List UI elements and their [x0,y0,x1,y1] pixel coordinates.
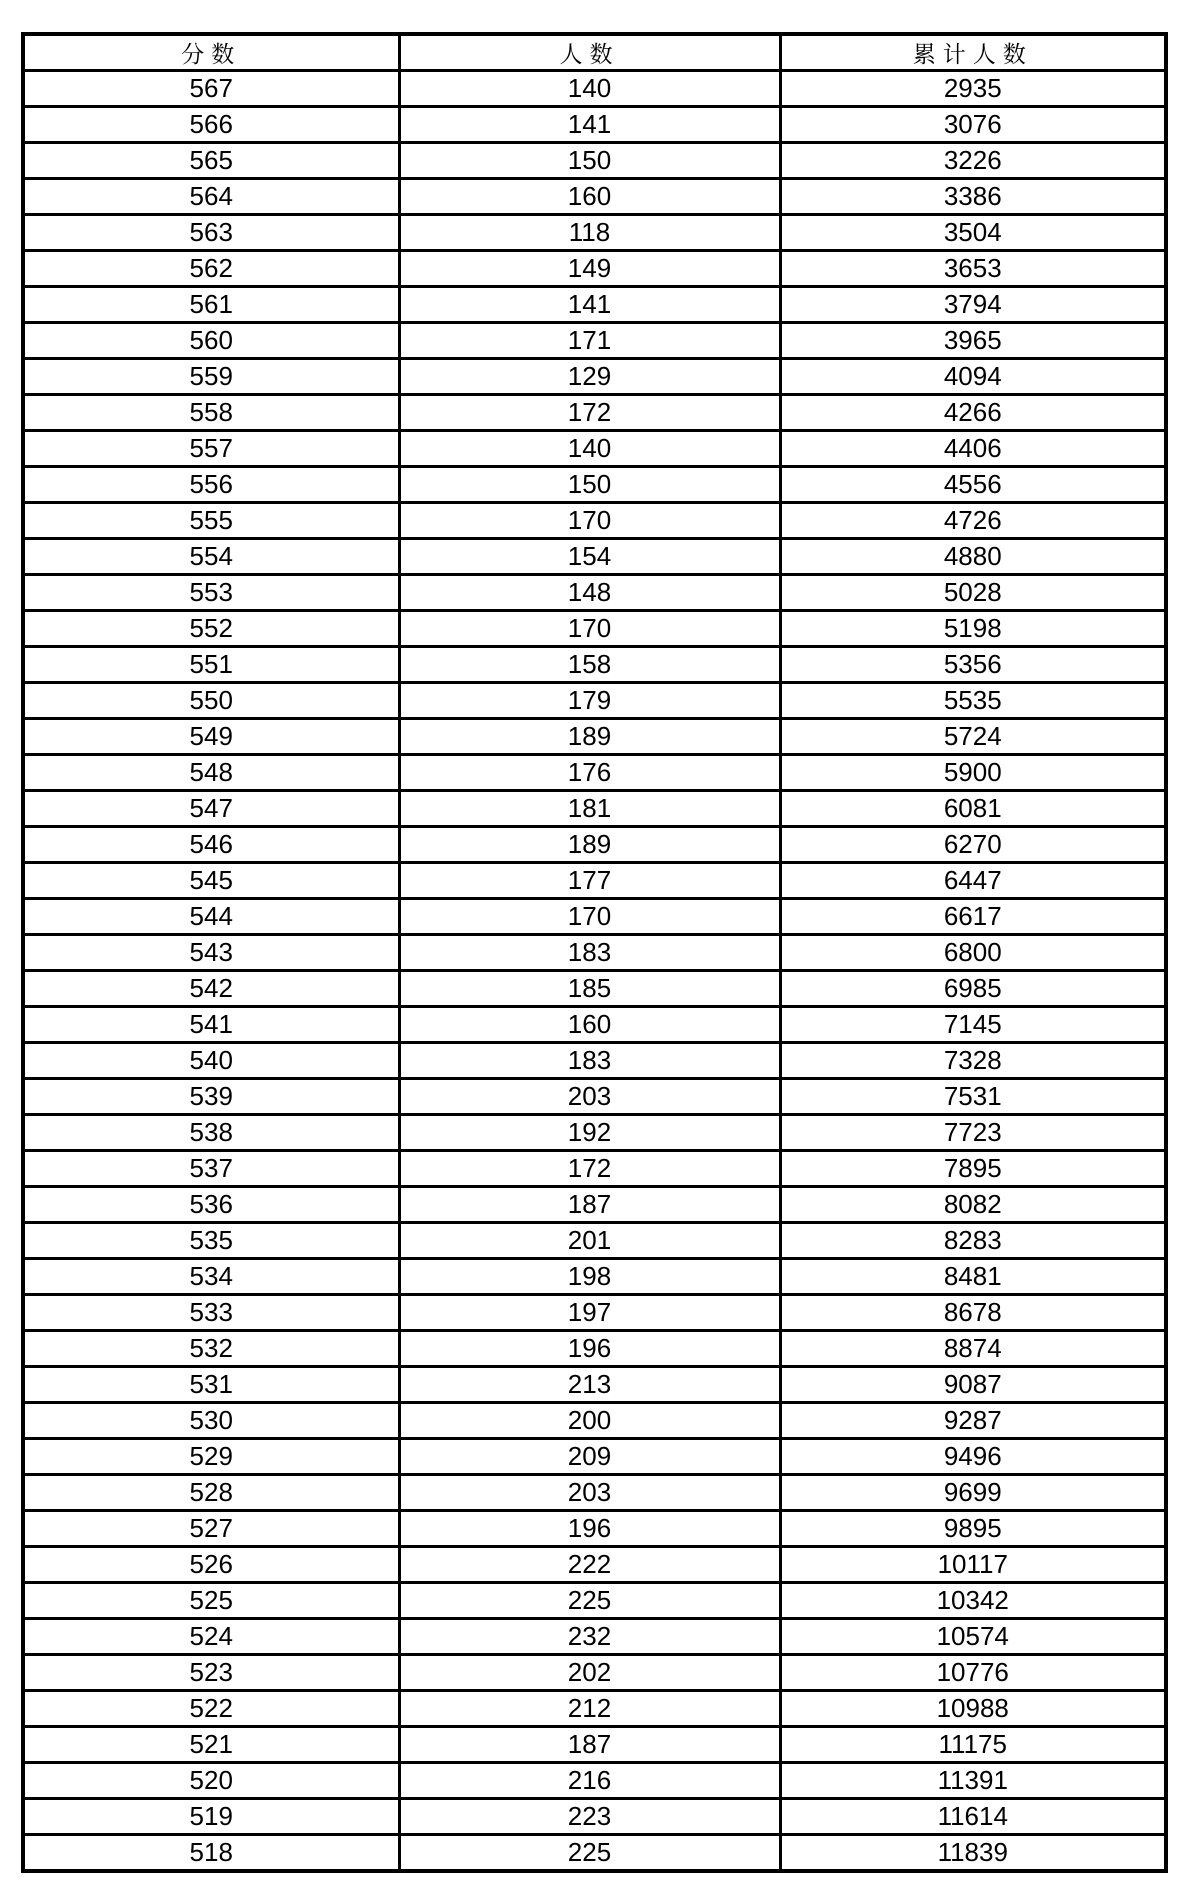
score-cell: 537 [23,1151,399,1187]
cumulative-count-cell: 5724 [780,719,1166,755]
cumulative-count-cell: 6270 [780,827,1166,863]
score-cell: 547 [23,791,399,827]
score-cell: 561 [23,287,399,323]
cumulative-count-cell: 9699 [780,1475,1166,1511]
table-row [23,575,1166,611]
count-cell: 203 [399,1079,780,1115]
count-cell: 183 [399,935,780,971]
count-cell: 170 [399,899,780,935]
count-cell: 150 [399,143,780,179]
cumulative-count-cell: 5356 [780,647,1166,683]
score-cell: 535 [23,1223,399,1259]
cumulative-count-cell: 3076 [780,107,1166,143]
cumulative-count-cell: 6617 [780,899,1166,935]
cumulative-count-cell: 11614 [780,1799,1166,1835]
score-cell: 541 [23,1007,399,1043]
cumulative-count-cell: 8082 [780,1187,1166,1223]
cumulative-count-cell: 7145 [780,1007,1166,1043]
table-row [23,1079,1166,1115]
count-cell: 129 [399,359,780,395]
score-cell: 533 [23,1295,399,1331]
table-row [23,791,1166,827]
cumulative-count-cell: 10117 [780,1547,1166,1583]
count-cell: 198 [399,1259,780,1295]
table-row [23,1511,1166,1547]
score-cell: 530 [23,1403,399,1439]
table-row [23,539,1166,575]
table-row [23,431,1166,467]
count-cell: 181 [399,791,780,827]
table-row [23,1763,1166,1799]
table-row [23,71,1166,107]
table-row [23,1475,1166,1511]
count-cell: 183 [399,1043,780,1079]
table-row [23,863,1166,899]
table-row [23,143,1166,179]
cumulative-count-cell: 9087 [780,1367,1166,1403]
table-row [23,1295,1166,1331]
table-row [23,1799,1166,1835]
cumulative-count-cell: 10776 [780,1655,1166,1691]
cumulative-count-cell: 4726 [780,503,1166,539]
cumulative-count-cell: 6800 [780,935,1166,971]
count-cell: 185 [399,971,780,1007]
table-row [23,251,1166,287]
cumulative-count-cell: 11839 [780,1835,1166,1872]
count-cell: 225 [399,1583,780,1619]
col-header-score: 分数 [23,34,399,71]
table-row [23,935,1166,971]
count-cell: 170 [399,611,780,647]
score-cell: 545 [23,863,399,899]
header-row [23,34,1166,71]
cumulative-count-cell: 6447 [780,863,1166,899]
table-row [23,323,1166,359]
cumulative-count-cell: 4556 [780,467,1166,503]
count-cell: 225 [399,1835,780,1872]
score-cell: 518 [23,1835,399,1872]
table-row [23,1007,1166,1043]
score-cell: 562 [23,251,399,287]
score-cell: 540 [23,1043,399,1079]
cumulative-count-cell: 8481 [780,1259,1166,1295]
count-cell: 212 [399,1691,780,1727]
score-cell: 524 [23,1619,399,1655]
score-cell: 557 [23,431,399,467]
table-row [23,395,1166,431]
count-cell: 209 [399,1439,780,1475]
table-row [23,899,1166,935]
count-cell: 140 [399,71,780,107]
count-cell: 197 [399,1295,780,1331]
score-cell: 566 [23,107,399,143]
score-cell: 559 [23,359,399,395]
cumulative-count-cell: 4094 [780,359,1166,395]
table-row [23,1043,1166,1079]
cumulative-count-cell: 9287 [780,1403,1166,1439]
score-cell: 527 [23,1511,399,1547]
table-row [23,1187,1166,1223]
cumulative-count-cell: 7531 [780,1079,1166,1115]
count-cell: 172 [399,1151,780,1187]
cumulative-count-cell: 7328 [780,1043,1166,1079]
score-cell: 550 [23,683,399,719]
col-header-count: 人数 [399,34,780,71]
cumulative-count-cell: 8874 [780,1331,1166,1367]
cumulative-count-cell: 4880 [780,539,1166,575]
count-cell: 202 [399,1655,780,1691]
score-cell: 543 [23,935,399,971]
count-cell: 171 [399,323,780,359]
table-row [23,1259,1166,1295]
count-cell: 149 [399,251,780,287]
score-cell: 519 [23,1799,399,1835]
cumulative-count-cell: 3794 [780,287,1166,323]
col-header-cumulative-count: 累计人数 [780,34,1166,71]
score-cell: 523 [23,1655,399,1691]
count-cell: 216 [399,1763,780,1799]
count-cell: 203 [399,1475,780,1511]
count-cell: 176 [399,755,780,791]
table-row [23,1583,1166,1619]
score-cell: 554 [23,539,399,575]
table-row [23,1151,1166,1187]
table-body [23,71,1166,1872]
cumulative-count-cell: 3226 [780,143,1166,179]
table-row [23,107,1166,143]
count-cell: 196 [399,1511,780,1547]
score-cell: 534 [23,1259,399,1295]
count-cell: 200 [399,1403,780,1439]
count-cell: 150 [399,467,780,503]
cumulative-count-cell: 3653 [780,251,1166,287]
cumulative-count-cell: 6081 [780,791,1166,827]
table-row [23,503,1166,539]
table-row [23,1367,1166,1403]
count-cell: 154 [399,539,780,575]
count-cell: 160 [399,1007,780,1043]
cumulative-count-cell: 9895 [780,1511,1166,1547]
score-cell: 556 [23,467,399,503]
score-cell: 529 [23,1439,399,1475]
table-row [23,1403,1166,1439]
score-cell: 555 [23,503,399,539]
score-cell: 552 [23,611,399,647]
table-row [23,1547,1166,1583]
table-row [23,1223,1166,1259]
cumulative-count-cell: 3965 [780,323,1166,359]
count-cell: 141 [399,107,780,143]
cumulative-count-cell: 8678 [780,1295,1166,1331]
count-cell: 172 [399,395,780,431]
cumulative-count-cell: 5535 [780,683,1166,719]
score-cell: 546 [23,827,399,863]
table-row [23,1691,1166,1727]
score-cell: 542 [23,971,399,1007]
count-cell: 213 [399,1367,780,1403]
cumulative-count-cell: 7895 [780,1151,1166,1187]
score-cell: 521 [23,1727,399,1763]
cumulative-count-cell: 4266 [780,395,1166,431]
cumulative-count-cell: 6985 [780,971,1166,1007]
score-cell: 563 [23,215,399,251]
score-cell: 553 [23,575,399,611]
score-cell: 564 [23,179,399,215]
count-cell: 187 [399,1187,780,1223]
table-header [23,34,1166,71]
score-distribution-table [21,32,1168,1873]
cumulative-count-cell: 5900 [780,755,1166,791]
table-row [23,1439,1166,1475]
count-cell: 148 [399,575,780,611]
count-cell: 222 [399,1547,780,1583]
count-cell: 140 [399,431,780,467]
count-cell: 189 [399,719,780,755]
cumulative-count-cell: 10988 [780,1691,1166,1727]
count-cell: 196 [399,1331,780,1367]
cumulative-count-cell: 2935 [780,71,1166,107]
count-cell: 201 [399,1223,780,1259]
table-row [23,1619,1166,1655]
count-cell: 189 [399,827,780,863]
cumulative-count-cell: 11175 [780,1727,1166,1763]
count-cell: 141 [399,287,780,323]
count-cell: 232 [399,1619,780,1655]
score-cell: 522 [23,1691,399,1727]
cumulative-count-cell: 11391 [780,1763,1166,1799]
count-cell: 170 [399,503,780,539]
table-row [23,287,1166,323]
cumulative-count-cell: 8283 [780,1223,1166,1259]
table-row [23,719,1166,755]
count-cell: 187 [399,1727,780,1763]
score-cell: 536 [23,1187,399,1223]
table-row [23,359,1166,395]
table-row [23,755,1166,791]
table-row [23,1655,1166,1691]
cumulative-count-cell: 3504 [780,215,1166,251]
count-cell: 158 [399,647,780,683]
score-cell: 526 [23,1547,399,1583]
count-cell: 223 [399,1799,780,1835]
count-cell: 177 [399,863,780,899]
score-cell: 549 [23,719,399,755]
score-cell: 551 [23,647,399,683]
score-cell: 531 [23,1367,399,1403]
cumulative-count-cell: 3386 [780,179,1166,215]
cumulative-count-cell: 10574 [780,1619,1166,1655]
score-cell: 565 [23,143,399,179]
table-row [23,827,1166,863]
table-row [23,971,1166,1007]
table-row [23,179,1166,215]
score-cell: 558 [23,395,399,431]
count-cell: 118 [399,215,780,251]
score-cell: 548 [23,755,399,791]
score-cell: 520 [23,1763,399,1799]
table-row [23,683,1166,719]
score-cell: 528 [23,1475,399,1511]
score-cell: 525 [23,1583,399,1619]
cumulative-count-cell: 9496 [780,1439,1166,1475]
score-cell: 567 [23,71,399,107]
cumulative-count-cell: 7723 [780,1115,1166,1151]
count-cell: 179 [399,683,780,719]
table-row [23,1835,1166,1872]
cumulative-count-cell: 10342 [780,1583,1166,1619]
cumulative-count-cell: 5028 [780,575,1166,611]
table-row [23,611,1166,647]
table-row [23,467,1166,503]
table-row [23,1331,1166,1367]
score-cell: 532 [23,1331,399,1367]
score-cell: 560 [23,323,399,359]
score-cell: 539 [23,1079,399,1115]
score-cell: 538 [23,1115,399,1151]
cumulative-count-cell: 4406 [780,431,1166,467]
score-cell: 544 [23,899,399,935]
table-row [23,647,1166,683]
count-cell: 192 [399,1115,780,1151]
count-cell: 160 [399,179,780,215]
table-row [23,1727,1166,1763]
cumulative-count-cell: 5198 [780,611,1166,647]
table-row [23,215,1166,251]
table-row [23,1115,1166,1151]
